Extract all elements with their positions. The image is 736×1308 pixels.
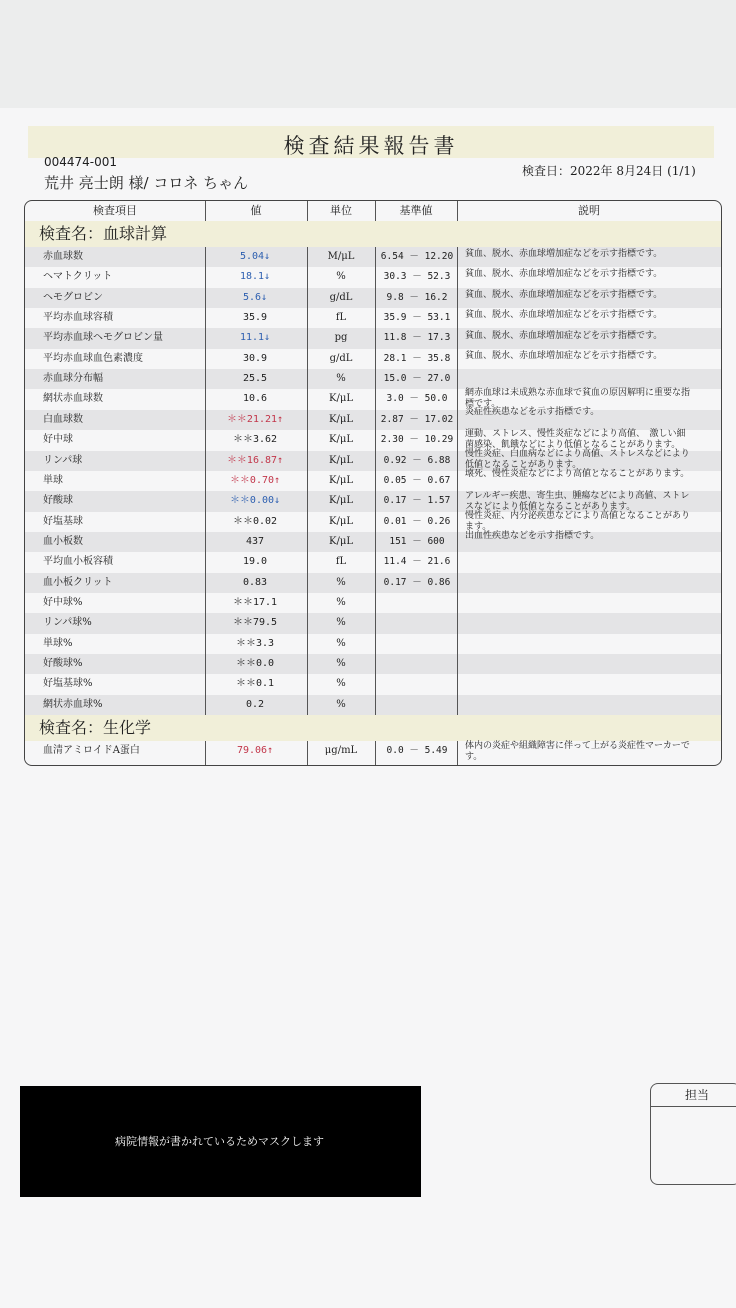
item-name: 好酸球	[43, 495, 73, 507]
item-range: 35.9 － 53.1	[383, 312, 451, 324]
table-row	[25, 634, 721, 655]
item-value: 5.6↓	[242, 291, 268, 303]
item-range: 6.54 － 12.20	[380, 251, 454, 262]
item-range: 0.0 － 5.49	[386, 745, 448, 756]
item-range: 15.0 － 27.0	[383, 373, 451, 385]
item-range: 30.3 － 52.3	[383, 271, 451, 283]
col-divider	[307, 201, 308, 221]
item-value: ＊＊3.3	[235, 637, 275, 649]
table-row	[25, 369, 721, 390]
item-name: 好酸球%	[43, 658, 83, 669]
item-unit: %	[336, 678, 346, 690]
item-value: ＊＊17.1	[232, 596, 278, 608]
col-divider	[457, 741, 458, 765]
section-biochemistry: 検査名：生化学	[25, 715, 721, 741]
item-range: 0.01 － 0.26	[383, 515, 451, 527]
col-divider	[205, 741, 206, 765]
item-value: 0.2	[245, 698, 265, 710]
item-range: 151 － 600	[389, 535, 445, 547]
col-header-range: 基準値	[375, 201, 457, 222]
desc-mono: 壊死、慢性炎症などにより高値となることがあります。	[465, 469, 690, 479]
item-unit: pg	[334, 332, 348, 344]
item-range: 2.87 － 17.02	[380, 413, 454, 425]
item-value: 19.0	[242, 556, 268, 568]
item-unit: fL	[335, 312, 347, 324]
item-name: 好中球	[43, 434, 73, 446]
item-name: 網状赤血球%	[43, 698, 103, 710]
item-name: 平均赤血球血色素濃度	[43, 352, 143, 364]
item-name: ヘマトクリット	[43, 271, 113, 283]
table-row	[25, 674, 721, 695]
desc-mchc: 貧血、脱水、赤血球増加症などを示す指標です。	[465, 351, 663, 361]
desc-rbc: 貧血、脱水、赤血球増加症などを示す指標です。	[465, 249, 663, 259]
item-unit: K/μL	[329, 454, 353, 466]
col-header-value: 値	[205, 201, 307, 222]
col-header-item: 検査項目	[25, 201, 205, 222]
desc-lymph: 慢性炎症、白血病などにより高値、ストレスなどにより 低値となることがあります。	[465, 449, 690, 470]
item-value: 79.06↑	[236, 745, 274, 756]
item-unit: K/μL	[329, 495, 353, 507]
item-range: 0.17 － 1.57	[383, 495, 451, 507]
desc-retic: 網赤血球は未成熟な赤血球で貧血の原因解明に重要な指 標です。	[465, 388, 691, 409]
col-divider	[307, 741, 308, 765]
item-value: ＊＊0.0	[235, 658, 275, 669]
item-name: 血小板クリット	[43, 576, 113, 588]
col-header-description: 説明	[457, 201, 721, 222]
item-unit: %	[336, 271, 346, 283]
privacy-mask	[20, 1086, 421, 1197]
item-name: 単球%	[43, 637, 73, 649]
item-name: 好塩基球	[43, 515, 83, 527]
desc-eos: アレルギー疾患、寄生虫、腫瘍などにより高値、ストレ スなどにより低値となることがあります。	[465, 491, 690, 512]
item-range: 0.17 － 0.86	[383, 576, 451, 588]
table-row	[25, 573, 721, 594]
item-name: 赤血球数	[43, 251, 83, 262]
staff-stamp-label: 担当	[651, 1084, 736, 1107]
item-range: 28.1 － 35.8	[383, 352, 451, 364]
item-unit: g/dL	[329, 352, 353, 364]
item-value: ＊＊21.21↑	[226, 413, 284, 425]
item-range: 0.05 － 0.67	[383, 474, 451, 486]
item-unit: fL	[335, 556, 347, 568]
item-name: 赤血球分布幅	[43, 373, 103, 385]
item-range: 9.8 － 16.2	[386, 291, 448, 303]
desc-plt: 出血性疾患などを示す指標です。	[465, 531, 600, 541]
item-name: 血小板数	[43, 535, 83, 547]
exam-date: 検査日：2022年 8月24日 (1/1)	[522, 164, 696, 178]
table-row	[25, 695, 721, 716]
item-name: リンパ球	[43, 454, 83, 466]
item-value: 25.5	[242, 373, 268, 385]
item-unit: %	[336, 373, 346, 385]
item-name: 平均血小板容積	[43, 556, 113, 568]
item-value: ＊＊0.1	[235, 678, 275, 690]
item-value: 10.6	[242, 393, 268, 405]
item-range: 11.4 － 21.6	[383, 556, 451, 568]
desc-mch: 貧血、脱水、赤血球増加症などを示す指標です。	[465, 331, 663, 341]
item-value: 30.9	[242, 352, 268, 364]
col-divider	[375, 201, 376, 221]
results-table	[24, 200, 722, 766]
item-unit: %	[336, 596, 346, 608]
patient-name: 荒井 亮士朗 様/ コロネ ちゃん	[44, 174, 249, 192]
desc-neut: 運動、ストレス、慢性炎症などにより高値、 激しい細 菌感染、飢餓などにより低値となることがあります。	[465, 429, 686, 450]
report-title: 検査結果報告書	[283, 134, 459, 158]
item-unit: M/μL	[327, 251, 355, 262]
item-value: ＊＊79.5	[232, 617, 278, 629]
desc-saa: 体内の炎症や組織障害に伴って上がる炎症性マーカーで す。	[465, 741, 690, 762]
table-row	[25, 613, 721, 634]
item-value: ＊＊3.62	[232, 434, 278, 446]
desc-mcv: 貧血、脱水、赤血球増加症などを示す指標です。	[465, 310, 663, 320]
desc-wbc: 炎症性疾患などを示す指標です。	[465, 407, 600, 417]
col-divider	[457, 201, 458, 221]
item-name: 単球	[43, 474, 63, 486]
item-unit: g/dL	[329, 291, 353, 303]
section-blood-count: 検査名：血球計算	[25, 221, 721, 247]
item-name: リンパ球%	[43, 617, 92, 629]
table-row	[25, 654, 721, 675]
item-value: ＊＊0.02	[232, 515, 278, 527]
item-value: 5.04↓	[239, 251, 271, 262]
item-name: 平均赤血球容積	[43, 312, 113, 324]
item-range: 2.30 － 10.29	[380, 434, 454, 446]
item-value: ＊＊0.70↑	[229, 474, 281, 486]
item-unit: K/μL	[329, 515, 353, 527]
item-unit: %	[336, 698, 346, 710]
col-divider	[375, 741, 376, 765]
title-bar	[28, 126, 714, 158]
staff-stamp-box	[650, 1083, 736, 1185]
mask-text: 病院情報が書かれているためマスクします	[115, 1135, 324, 1148]
item-unit: μg/mL	[324, 745, 358, 756]
col-divider	[375, 247, 376, 715]
item-unit: K/μL	[329, 474, 353, 486]
item-unit: %	[336, 576, 346, 588]
item-value: 0.83	[242, 576, 268, 588]
item-value: ＊＊0.00↓	[229, 495, 281, 507]
item-value: 35.9	[242, 312, 268, 324]
item-name: 網状赤血球数	[43, 393, 103, 405]
item-name: 好中球%	[43, 596, 83, 608]
item-name: 平均赤血球ヘモグロビン量	[43, 332, 163, 344]
desc-hgb: 貧血、脱水、赤血球増加症などを示す指標です。	[465, 290, 663, 300]
item-range: 3.0 － 50.0	[386, 393, 448, 405]
report-id: 004474-001	[44, 155, 118, 169]
item-unit: %	[336, 658, 346, 669]
table-row	[25, 593, 721, 614]
item-unit: %	[336, 637, 346, 649]
item-value: 18.1↓	[239, 271, 271, 283]
desc-baso: 慢性炎症、内分泌疾患などにより高値となることがあり ます。	[465, 511, 691, 532]
item-range: 11.8 － 17.3	[383, 332, 451, 344]
item-unit: K/μL	[329, 434, 353, 446]
item-value: ＊＊16.87↑	[226, 454, 284, 466]
item-name: 血清アミロイドA蛋白	[43, 745, 140, 756]
item-name: 白血球数	[43, 413, 83, 425]
item-unit: %	[336, 617, 346, 629]
item-name: 好塩基球%	[43, 678, 93, 690]
item-value: 11.1↓	[239, 332, 271, 344]
table-row	[25, 552, 721, 573]
item-value: 437	[245, 535, 265, 547]
col-divider	[205, 201, 206, 221]
item-range: 0.92 － 6.88	[383, 454, 451, 466]
col-divider	[205, 247, 206, 715]
desc-hct: 貧血、脱水、赤血球増加症などを示す指標です。	[465, 269, 663, 279]
col-header-unit: 単位	[307, 201, 375, 222]
item-unit: K/μL	[329, 413, 353, 425]
item-unit: K/μL	[329, 393, 353, 405]
item-unit: K/μL	[329, 535, 353, 547]
item-name: ヘモグロビン	[43, 291, 103, 303]
col-divider	[307, 247, 308, 715]
col-divider	[457, 247, 458, 715]
